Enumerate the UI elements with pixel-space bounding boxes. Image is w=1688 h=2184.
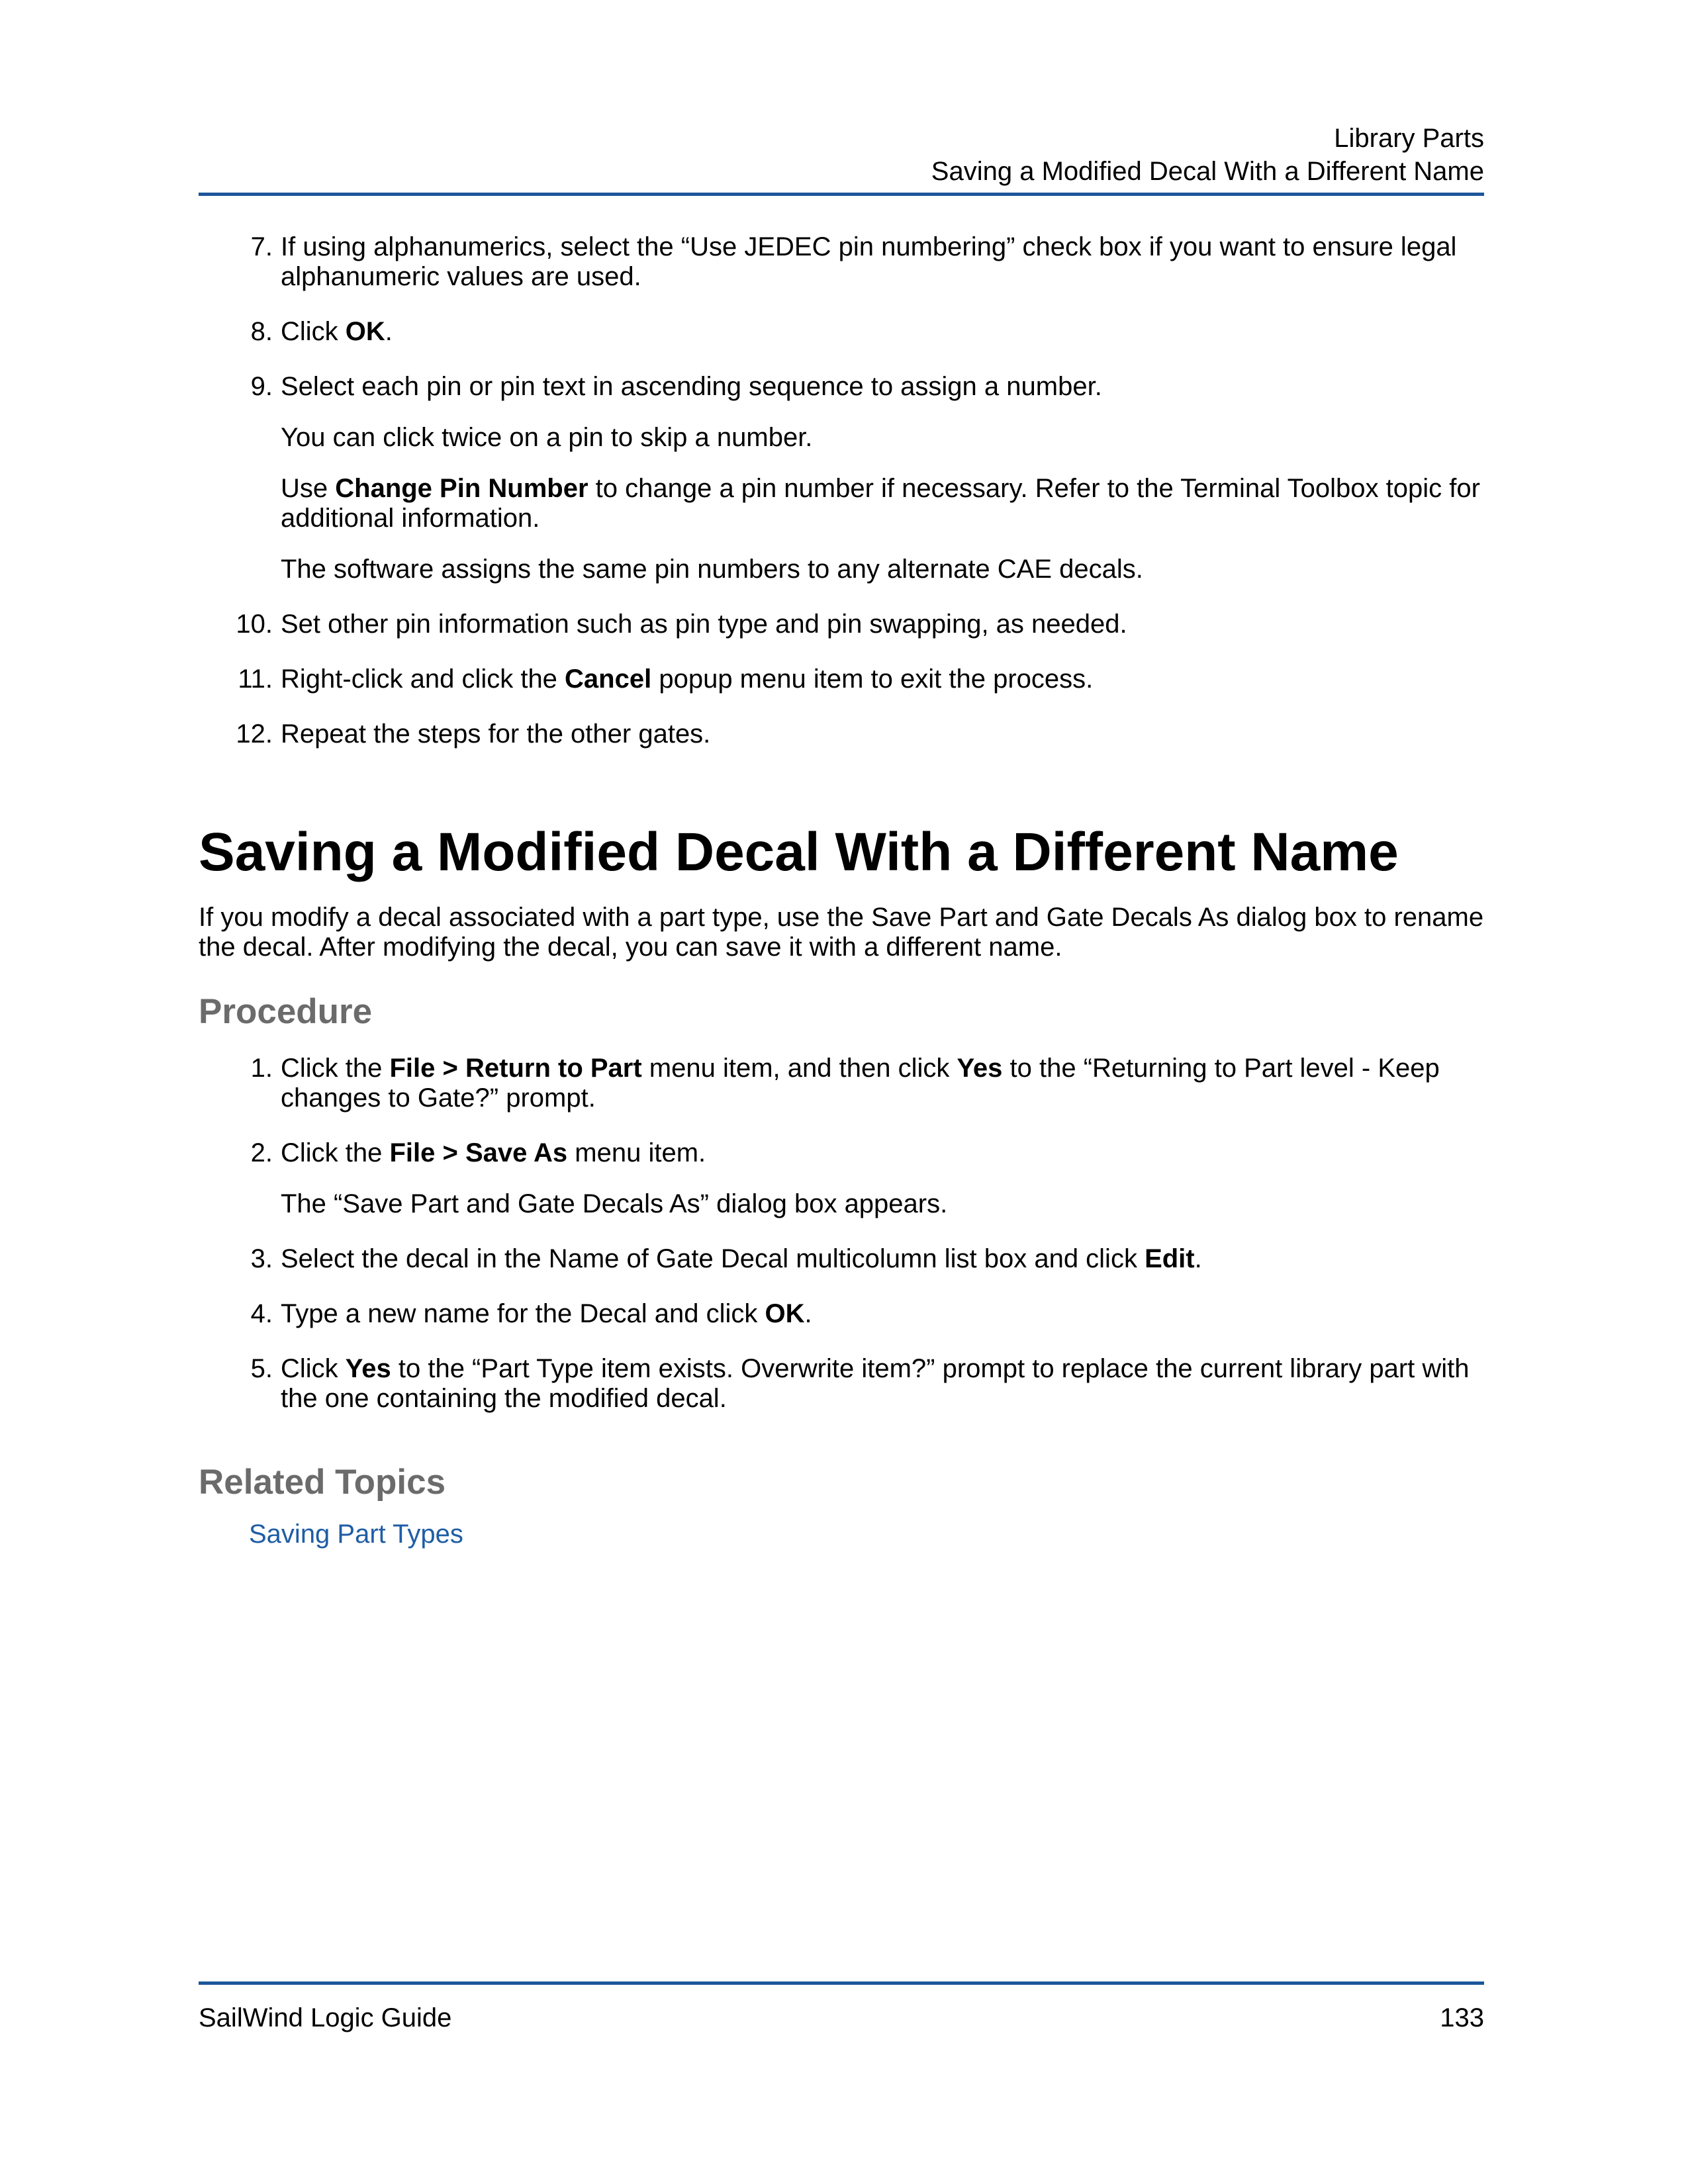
step-text	[281, 1354, 1484, 1414]
running-header	[931, 122, 1484, 188]
step-number: 3.	[250, 1244, 273, 1273]
step-text	[281, 232, 1484, 292]
text-run: Set other pin information such as pin type and pin swapping, as needed.	[281, 610, 1127, 639]
text-run: Repeat the steps for the other gates.	[281, 719, 711, 749]
ui-term: File > Save As	[389, 1138, 568, 1167]
step-text	[281, 1244, 1484, 1274]
text-run: to the “Returning to Part level - Keep changes to Gate?” prompt.	[281, 1054, 1440, 1113]
list-item	[199, 372, 1484, 584]
step-number: 5.	[250, 1354, 273, 1383]
ui-term: File > Return to Part	[389, 1054, 642, 1083]
text-run: Click	[281, 1354, 346, 1383]
text-run: .	[1194, 1244, 1202, 1273]
header-rule	[199, 193, 1484, 196]
step-number: 10.	[236, 610, 273, 639]
step-number: 11.	[238, 664, 273, 694]
list-item	[199, 1299, 1484, 1329]
step-text	[281, 1054, 1484, 1113]
step-note	[281, 474, 1484, 533]
step-number: 1.	[250, 1054, 273, 1083]
list-item	[199, 232, 1484, 292]
step-text	[281, 1138, 1484, 1168]
ui-term: OK	[345, 317, 385, 346]
ui-term: OK	[765, 1299, 805, 1328]
document-page	[199, 0, 1484, 2184]
step-number: 12.	[236, 719, 273, 749]
procedure-heading: Procedure	[199, 992, 373, 1031]
text-run: The software assigns the same pin numbers to any alternate CAE decals.	[281, 555, 1143, 584]
ui-term: Change Pin Number	[335, 474, 588, 503]
text-run: Select the decal in the Name of Gate Decal multicolumn list box and click	[281, 1244, 1145, 1273]
text-run: Use	[281, 474, 336, 503]
text-run: Click the	[281, 1138, 390, 1167]
list-item	[199, 664, 1484, 694]
related-topics-heading: Related Topics	[199, 1463, 446, 1502]
text-run: If using alphanumerics, select the “Use JEDEC pin numbering” check box if you want to ensure legal alphanumeric values are used.	[281, 232, 1457, 291]
ui-term: Yes	[345, 1354, 391, 1383]
section-title: Saving a Modified Decal With a Different Name	[199, 822, 1399, 882]
step-number: 7.	[250, 232, 273, 261]
list-item	[199, 1138, 1484, 1219]
text-run: You can click twice on a pin to skip a number.	[281, 423, 813, 452]
step-text	[281, 719, 1484, 749]
step-text	[281, 317, 1484, 347]
list-item	[199, 610, 1484, 639]
list-item	[199, 317, 1484, 347]
text-run: Click	[281, 317, 346, 346]
text-run: Select each pin or pin text in ascending sequence to assign a number.	[281, 372, 1102, 401]
step-text	[281, 372, 1484, 402]
step-text	[281, 610, 1484, 639]
step-text	[281, 1299, 1484, 1329]
ui-term: Cancel	[565, 664, 652, 694]
step-number: 2.	[250, 1138, 273, 1167]
text-run: .	[385, 317, 393, 346]
footer-guide-title: SailWind Logic Guide	[199, 2003, 452, 2032]
text-run: to the “Part Type item exists. Overwrite item?” prompt to replace the current library part with the one containing the modified decal.	[281, 1354, 1470, 1413]
list-item	[199, 1054, 1484, 1113]
text-run: The “Save Part and Gate Decals As” dialog box appears.	[281, 1189, 948, 1218]
ui-term: Yes	[957, 1054, 1003, 1083]
step-number: 8.	[250, 317, 273, 346]
related-link-saving-part-types[interactable]: Saving Part Types	[249, 1520, 463, 1549]
procedure-steps-list	[199, 1054, 1484, 1414]
footer-rule	[199, 1981, 1484, 1985]
list-item	[199, 1354, 1484, 1414]
list-item	[199, 1244, 1484, 1274]
text-run: Click the	[281, 1054, 390, 1083]
text-run: .	[804, 1299, 812, 1328]
text-run: popup menu item to exit the process.	[651, 664, 1094, 694]
text-run: Type a new name for the Decal and click	[281, 1299, 765, 1328]
text-run: menu item, and then click	[641, 1054, 957, 1083]
step-note	[281, 555, 1484, 584]
text-run: Right-click and click the	[281, 664, 565, 694]
section-intro: If you modify a decal associated with a part type, use the Save Part and Gate Decals As dialog box to rename the decal. After modifying the decal, you can save it with a different name.	[199, 903, 1484, 962]
footer-page-number: 133	[1440, 2003, 1484, 2032]
step-text	[281, 664, 1484, 694]
step-note	[281, 423, 1484, 453]
header-chapter: Library Parts	[1334, 124, 1484, 153]
text-run: menu item.	[567, 1138, 706, 1167]
ui-term: Edit	[1145, 1244, 1195, 1273]
prior-steps-list	[199, 232, 1484, 749]
step-number: 9.	[250, 372, 273, 401]
step-number: 4.	[250, 1299, 273, 1328]
step-note	[281, 1189, 1484, 1219]
list-item	[199, 719, 1484, 749]
text-run: to change a pin number if necessary. Refer to the Terminal Toolbox topic for additional information.	[281, 474, 1480, 533]
header-section: Saving a Modified Decal With a Different Name	[931, 157, 1484, 186]
